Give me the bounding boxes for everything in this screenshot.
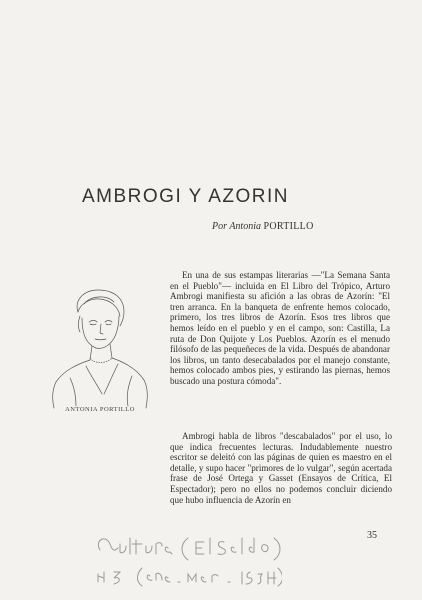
- portrait-drawing: [40, 282, 158, 410]
- byline-prefix: Por Antonia: [212, 221, 261, 232]
- byline: [212, 221, 314, 232]
- page-number: 35: [367, 530, 377, 541]
- body-column-right: [170, 270, 390, 387]
- byline-author: PORTILLO: [263, 221, 314, 232]
- handwritten-catalog-note: [92, 530, 282, 590]
- article-title: AMBROGI Y AZORIN: [82, 186, 290, 207]
- body-full-width: [82, 431, 392, 505]
- author-portrait-sketch: [40, 282, 158, 410]
- handwriting-drawing: [92, 530, 282, 590]
- portrait-caption: ANTONIA PORTILLO: [65, 406, 135, 413]
- paragraph-2: Ambrogi habla de libros "descabalados" por el uso, lo que indica frecuentes lecturas. Indudablemente nuestro escritor se deleitó con las páginas de quien es maestro en el detalle, y supo hacer "primores de lo vulgar", según acertada frase de José Ortega y Gasset (Ensayos de Crítica, El Espectador); pero no ellos no podemos concluir diciendo que hubo influencia de Azorín en: [170, 431, 392, 505]
- paragraph-1: En una de sus estampas literarias —"La Semana Santa en el Pueblo"— incluida en El Libro del Trópico, Arturo Ambrogi manifiesta su afición a las obras de Azorín: "El tren arranca. En la banqueta de enfrente hemos colocado, primero, los tres libros de Azorín. Esos tres libros que hemos leído en el pueblo y en el campo, son: Castilla, La ruta de Don Quijote y Los Pueblos. Azorín es el menudo filósofo de las pequeñeces de la vida. Después de abandonar los libros, un tanto desecabalados por el manejo constante, hemos colocado ambos pies, y estirando las piernas, hemos buscado una postura cómoda".: [170, 270, 390, 386]
